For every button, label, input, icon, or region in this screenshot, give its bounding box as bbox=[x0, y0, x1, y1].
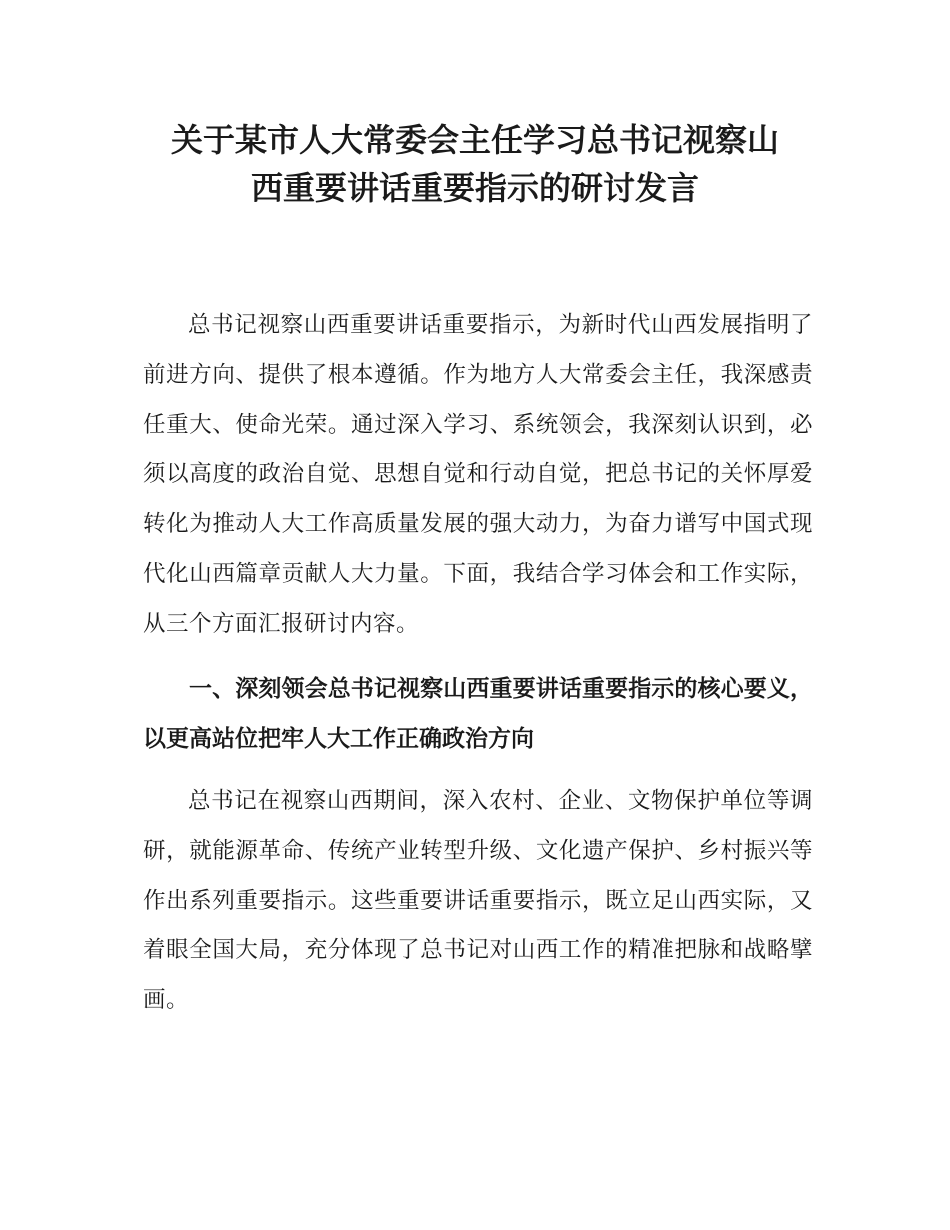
section-heading-block bbox=[143, 665, 813, 765]
section-heading-1: 一、深刻领会总书记视察山西重要讲话重要指示的核心要义，以更高站位把牢人大工作正确政治方向 bbox=[143, 676, 813, 752]
document-title bbox=[120, 116, 830, 212]
section-paragraph-block bbox=[143, 777, 813, 1026]
title-line-1: 关于某市人大常委会主任学习总书记视察山 bbox=[170, 121, 779, 159]
section-1-paragraph: 总书记在视察山西期间，深入农村、企业、文物保护单位等调研，就能源革命、传统产业转型升级、文化遗产保护、乡村振兴等作出系列重要指示。这些重要讲话重要指示，既立足山西实际，又着眼全国大局，充分体现了总书记对山西工作的精准把脉和战略擘画。 bbox=[143, 788, 813, 1014]
intro-paragraph: 总书记视察山西重要讲话重要指示，为新时代山西发展指明了前进方向、提供了根本遵循。作为地方人大常委会主任，我深感责任重大、使命光荣。通过深入学习、系统领会，我深刻认识到，必须以高度的政治自觉、思想自觉和行动自觉，把总书记的关怀厚爱转化为推动人大工作高质量发展的强大动力，为奋力谱写中国式现代化山西篇章贡献人大力量。下面，我结合学习体会和工作实际，从三个方面汇报研讨内容。 bbox=[143, 312, 813, 637]
intro-paragraph-block bbox=[143, 301, 813, 650]
title-line-2: 西重要讲话重要指示的研讨发言 bbox=[250, 169, 699, 207]
